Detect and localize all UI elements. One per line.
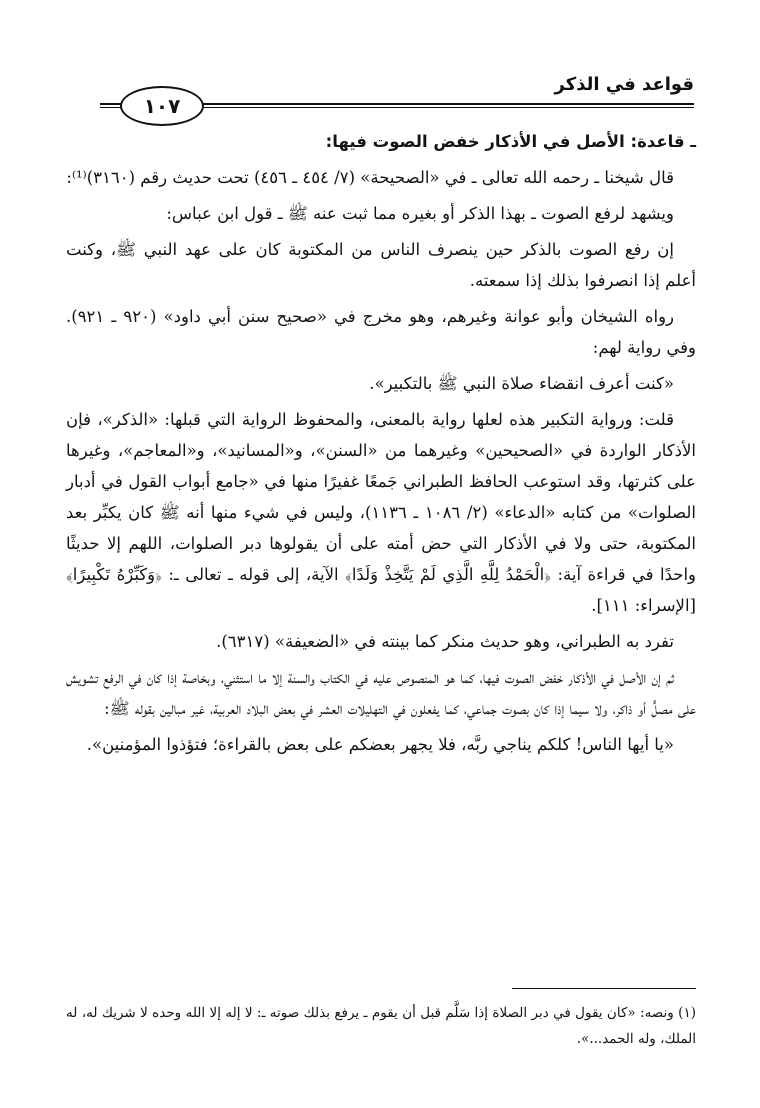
paragraph: قال شيخنا ـ رحمه الله تعالى ـ في «الصحيحة» (٧/ ٤٥٤ ـ ٤٥٦) تحت حديث رقم (٣١٦٠)⁽¹⁾: <box>66 168 674 187</box>
paragraph: قلت: ورواية التكبير هذه لعلها رواية بالمعنى، والمحفوظ الرواية التي قبلها: «الذكر»، فإن الأذكار الواردة في «الصحيحين» وغيرهما من «السنن»، و«المسانيد»، و«المعاجم»، وغيرها على كثرتها، وقد استوعب الحافظ الطبراني جَمعًا غفيرًا منها في «جامع أبواب القول في أدبار الصلوات» من كتابه «الدعاء» (٢/ ١٠٨٦ ـ ١١٣٦)، وليس في شيء منها أنه ﷺ كان يكبِّر بعد المكتوبة، حتى ولا في الأذكار التي حض أمته على أن يقولوها دبر الصلوات، اللهم إلا حديثًا واحدًا في قراءة آية: ﴿الْحَمْدُ لِلَّهِ الَّذِي لَمْ يَتَّخِذْ وَلَدًا﴾ الآية، إلى قوله ـ تعالى ـ: ﴿وَكَبِّرْهُ تَكْبِيرًا﴾ [الإسراء: ١١١]. <box>66 410 697 615</box>
paragraph: إن رفع الصوت بالذكر حين ينصرف الناس من المكتوبة كان على عهد النبي ﷺ، وكنت أعلم إذا انصرفوا بذلك إذا سمعته. <box>66 240 696 290</box>
paragraph: تفرد به الطبراني، وهو حديث منكر كما بينته في «الضعيفة» (٦٣١٧). <box>216 632 674 651</box>
body-text <box>66 126 696 765</box>
paragraph: رواه الشيخان وأبو عوانة وغيرهم، وهو مخرج في «صحيح سنن أبي داود» (٩٢٠ ـ ٩٢١). وفي رواية لهم: <box>66 307 696 357</box>
paragraph: ويشهد لرفع الصوت ـ بهذا الذكر أو بغيره مما ثبت عنه ﷺ ـ قول ابن عباس: <box>166 204 674 223</box>
page-number: ١٠٧ <box>143 94 181 118</box>
footnote-separator <box>512 988 696 989</box>
running-title: قواعد في الذكر <box>554 74 694 95</box>
footnotes <box>66 1000 696 1052</box>
paragraph: «كنت أعرف انقضاء صلاة النبي ﷺ بالتكبير». <box>369 374 674 393</box>
paragraph: «يا أيها الناس! كلكم يناجي ربَّه، فلا يجهر بعضكم على بعض بالقراءة؛ فتؤذوا المؤمنين». <box>86 735 674 754</box>
paragraph: ثم إن الأصل في الأذكار خفض الصوت فيها، كما هو المنصوص عليه في الكتاب والسنة إلا ما استثني، وبخاصة إذا كان في الرفع تشويش على مصلٍّ أو ذاكر، ولا سيما إذا كان بصوت جماعي، كما يفعلون في التهليلات العشر في بعض البلاد العربية، غير مبالين بقوله ﷺ: <box>66 668 696 718</box>
section-heading: ـ قاعدة: الأصل في الأذكار خفض الصوت فيها: <box>325 132 696 151</box>
page-number-badge <box>120 86 204 126</box>
footnote: (١) ونصه: «كان يقول في دبر الصلاة إذا سَلَّم قبل أن يقوم ـ يرفع بذلك صوته ـ: لا إله إلا الله وحده لا شريك له، له الملك، وله الحمد...». <box>66 1005 696 1047</box>
